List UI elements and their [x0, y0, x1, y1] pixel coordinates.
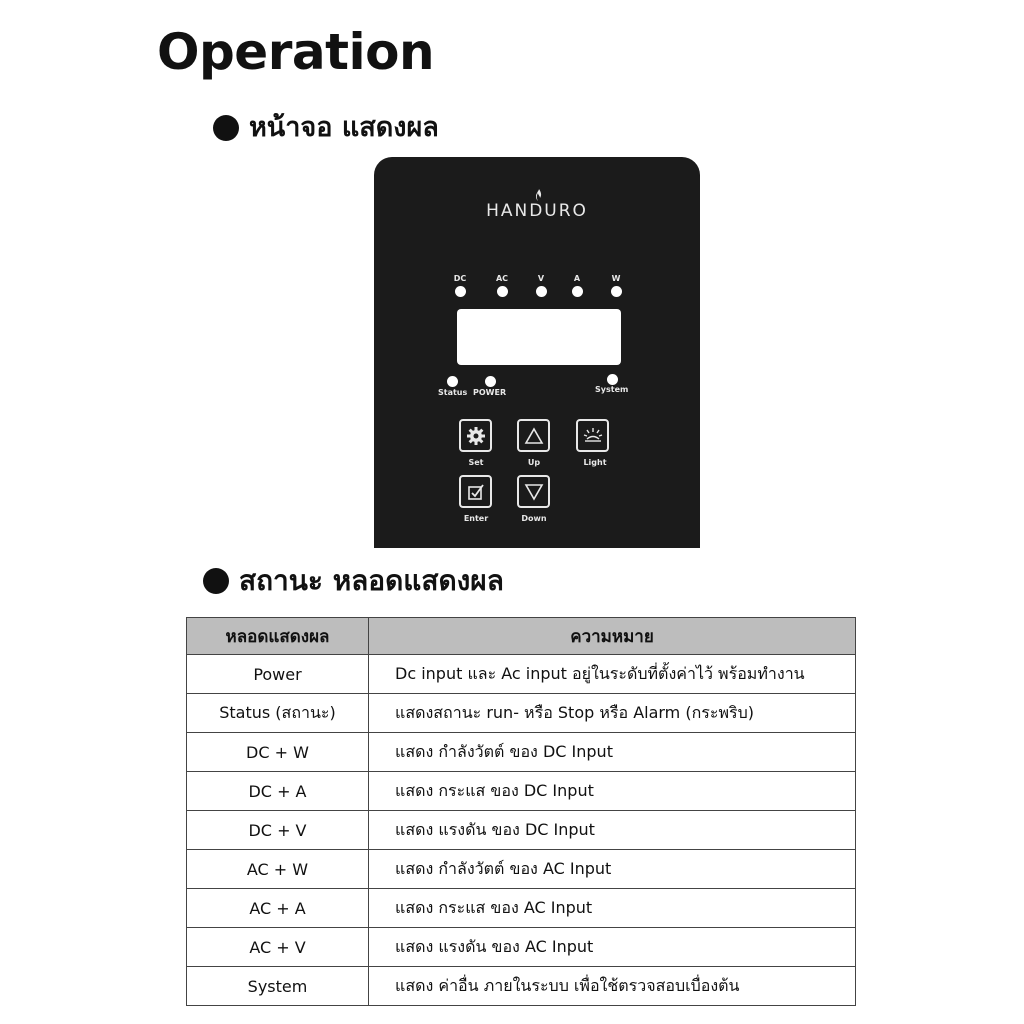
table-row: [187, 928, 856, 967]
checkbox-icon: [466, 482, 486, 502]
led-dc: [455, 286, 466, 297]
up-label: Up: [527, 458, 541, 467]
flame-icon: [536, 189, 542, 201]
led-label-a: A: [573, 274, 581, 283]
section-heading-status-text: สถานะ หลอดแสดงผล: [239, 564, 504, 597]
table-cell-indicator: AC + V: [187, 928, 369, 967]
triangle-up-icon: [524, 427, 544, 445]
enter-button[interactable]: [459, 475, 492, 508]
section-heading-display-text: หน้าจอ แสดงผล: [249, 112, 439, 143]
indicator-table: [186, 617, 856, 1006]
light-icon: [582, 426, 604, 446]
set-label: Set: [468, 458, 484, 467]
led-status: [447, 376, 458, 387]
light-button[interactable]: [576, 419, 609, 452]
brand-logo: HANDURO: [486, 201, 588, 221]
table-row: [187, 694, 856, 733]
table-row: [187, 850, 856, 889]
table-header-indicator: หลอดแสดงผล: [187, 618, 369, 655]
system-label: System: [595, 385, 629, 394]
table-cell-indicator: AC + A: [187, 889, 369, 928]
table-row: [187, 655, 856, 694]
table-cell-meaning: แสดง แรงดัน ของ DC Input: [369, 811, 856, 850]
led-label-ac: AC: [495, 274, 509, 283]
led-power: [485, 376, 496, 387]
table-cell-indicator: DC + W: [187, 733, 369, 772]
led-v: [536, 286, 547, 297]
led-a: [572, 286, 583, 297]
device-panel: [374, 157, 700, 548]
table-cell-indicator: DC + V: [187, 811, 369, 850]
gear-icon: [466, 426, 486, 446]
up-button[interactable]: [517, 419, 550, 452]
status-label: Status: [438, 388, 468, 397]
table-row: [187, 889, 856, 928]
led-system: [607, 374, 618, 385]
light-label: Light: [583, 458, 607, 467]
bullet-icon: [213, 115, 239, 141]
down-label: Down: [521, 514, 547, 523]
page-title: Operation: [157, 23, 435, 81]
led-ac: [497, 286, 508, 297]
section-heading-display: [213, 110, 439, 146]
led-label-v: V: [537, 274, 545, 283]
bullet-icon: [203, 568, 229, 594]
led-label-dc: DC: [453, 274, 467, 283]
table-row: [187, 811, 856, 850]
table-header-row: [187, 618, 856, 655]
table-cell-indicator: Power: [187, 655, 369, 694]
table-cell-indicator: AC + W: [187, 850, 369, 889]
lcd-screen: [457, 309, 621, 365]
table-cell-meaning: แสดง กำลังวัตต์ ของ DC Input: [369, 733, 856, 772]
down-button[interactable]: [517, 475, 550, 508]
table-cell-meaning: แสดง ค่าอื่น ภายในระบบ เพื่อใช้ตรวจสอบเบื่องต้น: [369, 967, 856, 1006]
triangle-down-icon: [524, 483, 544, 501]
table-cell-meaning: Dc input และ Ac input อยู่ในระดับที่ตั้งค่าไว้ พร้อมทำงาน: [369, 655, 856, 694]
table-cell-meaning: แสดง แรงดัน ของ AC Input: [369, 928, 856, 967]
table-cell-meaning: แสดง กำลังวัตต์ ของ AC Input: [369, 850, 856, 889]
table-row: [187, 733, 856, 772]
table-cell-meaning: แสดง กระแส ของ DC Input: [369, 772, 856, 811]
table-row: [187, 772, 856, 811]
led-label-w: W: [611, 274, 621, 283]
power-label: POWER: [473, 388, 507, 397]
led-w: [611, 286, 622, 297]
section-heading-status: [203, 562, 504, 600]
enter-label: Enter: [463, 514, 489, 523]
table-cell-indicator: DC + A: [187, 772, 369, 811]
table-header-meaning: ความหมาย: [369, 618, 856, 655]
set-button[interactable]: [459, 419, 492, 452]
table-row: [187, 967, 856, 1006]
table-cell-meaning: แสดงสถานะ run- หรือ Stop หรือ Alarm (กระพริบ): [369, 694, 856, 733]
table-cell-meaning: แสดง กระแส ของ AC Input: [369, 889, 856, 928]
table-cell-indicator: Status (สถานะ): [187, 694, 369, 733]
table-cell-indicator: System: [187, 967, 369, 1006]
